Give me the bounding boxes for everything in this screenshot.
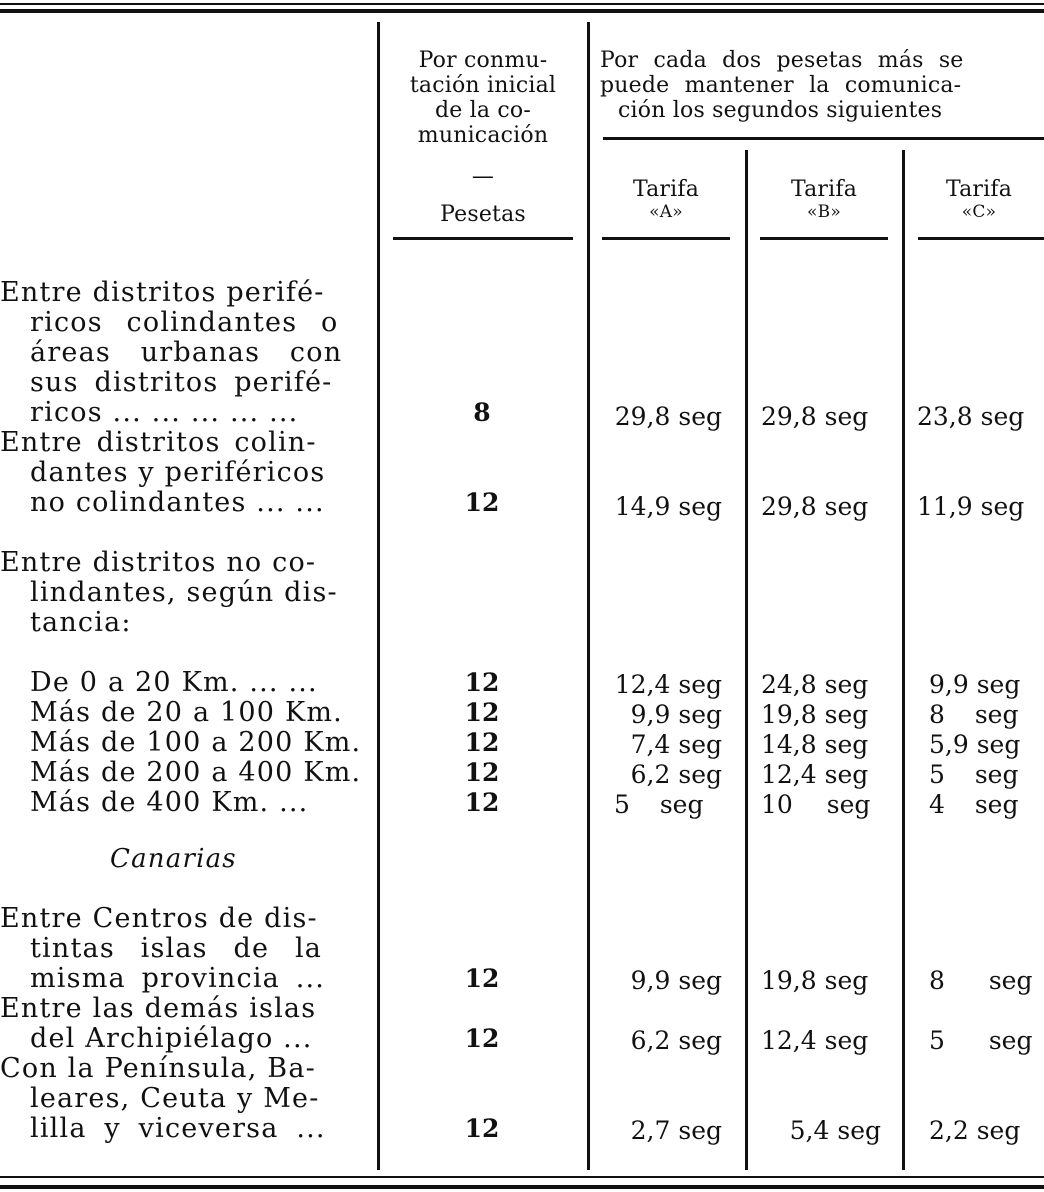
row-label-colindantes-no-colindantes	[0, 428, 325, 518]
row-label-0-20km: De 0 a 20 Km. ... ...	[30, 667, 318, 698]
label-line: tancia:	[30, 607, 132, 638]
label-line: sus distritos perifé-	[30, 367, 333, 398]
header-conmutacion	[382, 48, 584, 148]
tarifa-a-cell: 9,9 seg	[630, 966, 722, 995]
header-tarifa-a	[600, 177, 732, 222]
tarifa-b-cell: 12,4 seg	[761, 1026, 869, 1055]
header-tarifa-b	[758, 177, 890, 222]
header-line: Por cada dos pesetas más se	[600, 48, 964, 73]
top-rule-thin	[0, 3, 1044, 5]
tarifa-c-cell: 2,2 seg	[929, 1116, 1021, 1145]
pesetas-cell: 12	[464, 698, 500, 727]
group-header-underline	[603, 137, 1044, 140]
pesetas-cell: 12	[464, 964, 500, 993]
row-label-peninsula	[0, 1054, 326, 1144]
header-line: Tarifa	[945, 177, 1013, 202]
tarifa-c-cell: 8 seg	[929, 966, 1033, 995]
header-line: «C»	[961, 202, 997, 222]
label-line: ricos ... ... ... ... ...	[30, 397, 299, 428]
column-divider-1	[377, 22, 380, 1170]
pesetas-cell: 12	[464, 758, 500, 787]
header-line: puede mantener la comunica-	[600, 73, 962, 98]
tarifa-b-underline	[760, 237, 888, 240]
tarifa-c-cell: 5 seg	[929, 760, 1019, 789]
header-line: tación inicial	[409, 73, 557, 98]
tarifa-b-cell: 29,8 seg	[761, 402, 869, 431]
tarifa-a-cell: 5 seg	[614, 790, 704, 819]
tarifa-b-cell: 29,8 seg	[761, 492, 869, 521]
tarifa-a-cell: 14,9 seg	[614, 492, 722, 521]
label-line: misma provincia ...	[30, 963, 326, 994]
tarifa-c-cell: 8 seg	[929, 700, 1019, 729]
tarifa-c-cell: 23,8 seg	[917, 402, 1025, 431]
header-group	[600, 48, 1044, 123]
tarifa-b-cell: 12,4 seg	[761, 760, 869, 789]
tarifa-a-cell: 12,4 seg	[614, 670, 722, 699]
pesetas-cell: 12	[464, 788, 500, 817]
row-label-400km: Más de 400 Km. ...	[30, 787, 309, 818]
tarifa-a-cell: 6,2 seg	[630, 1026, 722, 1055]
label-line: Entre distritos colin-	[0, 427, 317, 458]
pesetas-cell: 12	[464, 1114, 500, 1143]
pesetas-cell: 12	[464, 488, 500, 517]
header-line: «A»	[649, 202, 683, 222]
label-line: Entre Centros de dis-	[0, 903, 318, 934]
tarifa-a-cell: 9,9 seg	[630, 700, 722, 729]
tarifa-a-cell: 2,7 seg	[630, 1116, 722, 1145]
header-line: de la co-	[434, 98, 532, 123]
header-line: «B»	[807, 202, 841, 222]
column-divider-3	[745, 150, 748, 1170]
tarifa-b-cell: 19,8 seg	[761, 700, 869, 729]
tarifa-c-cell: 4 seg	[929, 790, 1019, 819]
pesetas-cell: 12	[464, 728, 500, 757]
tarifa-c-underline	[918, 237, 1044, 240]
tarifa-c-cell: 5,9 seg	[929, 730, 1021, 759]
header-line: Tarifa	[632, 177, 700, 202]
tarifa-b-cell: 5,4 seg	[789, 1116, 881, 1145]
header-line: Tarifa	[790, 177, 858, 202]
tarifa-b-cell: 14,8 seg	[761, 730, 869, 759]
row-label-demas-islas	[0, 994, 316, 1054]
header-line: ción los segundos siguientes	[618, 98, 943, 123]
column-divider-2	[587, 22, 590, 1170]
row-label-20-100km: Más de 20 a 100 Km.	[30, 697, 343, 728]
header-tarifa-c	[914, 177, 1044, 222]
pesetas-cell: 12	[464, 1024, 500, 1053]
label-line: no colindantes ... ...	[30, 487, 325, 518]
header-pesetas: Pesetas	[440, 202, 526, 227]
tarifa-b-cell: 19,8 seg	[761, 966, 869, 995]
tarifa-a-cell: 7,4 seg	[630, 730, 722, 759]
label-line: lilla y viceversa ...	[30, 1113, 326, 1144]
label-line: áreas urbanas con	[30, 337, 343, 368]
tarifa-c-cell: 11,9 seg	[917, 492, 1025, 521]
tarifa-c-cell: 9,9 seg	[929, 670, 1021, 699]
row-label-100-200km: Más de 100 a 200 Km.	[30, 727, 362, 758]
label-line: del Archipiélago ...	[30, 1023, 313, 1054]
column-divider-4	[902, 150, 905, 1170]
tarifa-b-cell: 10 seg	[761, 790, 871, 819]
pesetas-cell: 8	[473, 398, 491, 427]
tarifa-a-underline	[602, 237, 730, 240]
header-line: Por conmu-	[418, 48, 548, 73]
header-line: municación	[417, 123, 549, 148]
tarifa-a-cell: 6,2 seg	[630, 760, 722, 789]
row-label-centros-islas	[0, 904, 325, 994]
header-dash: —	[471, 164, 495, 189]
label-line: lindantes, según dis-	[30, 577, 338, 608]
bottom-rule-thin	[0, 1176, 1044, 1178]
label-line: Entre distritos perifé-	[0, 277, 325, 308]
pesetas-underline	[393, 237, 573, 240]
label-line: Entre las demás islas	[0, 993, 317, 1024]
label-line: tintas islas de la	[30, 933, 323, 964]
bottom-rule-thick	[0, 1185, 1044, 1189]
top-rule-thick	[0, 9, 1044, 13]
section-heading-canarias: Canarias	[110, 844, 237, 874]
row-label-perifericos-colindantes	[0, 278, 342, 428]
label-line: ricos colindantes o	[30, 307, 339, 338]
tarifa-a-cell: 29,8 seg	[614, 402, 722, 431]
row-label-no-colindantes-distancia	[0, 548, 338, 638]
tarifa-c-cell: 5 seg	[929, 1026, 1033, 1055]
label-line: Entre distritos no co-	[0, 547, 317, 578]
label-line: leares, Ceuta y Me-	[30, 1083, 320, 1114]
row-label-200-400km: Más de 200 a 400 Km.	[30, 757, 362, 788]
tarifa-b-cell: 24,8 seg	[761, 670, 869, 699]
pesetas-cell: 12	[464, 668, 500, 697]
label-line: Con la Península, Ba-	[0, 1053, 316, 1084]
label-line: dantes y periféricos	[30, 457, 326, 488]
